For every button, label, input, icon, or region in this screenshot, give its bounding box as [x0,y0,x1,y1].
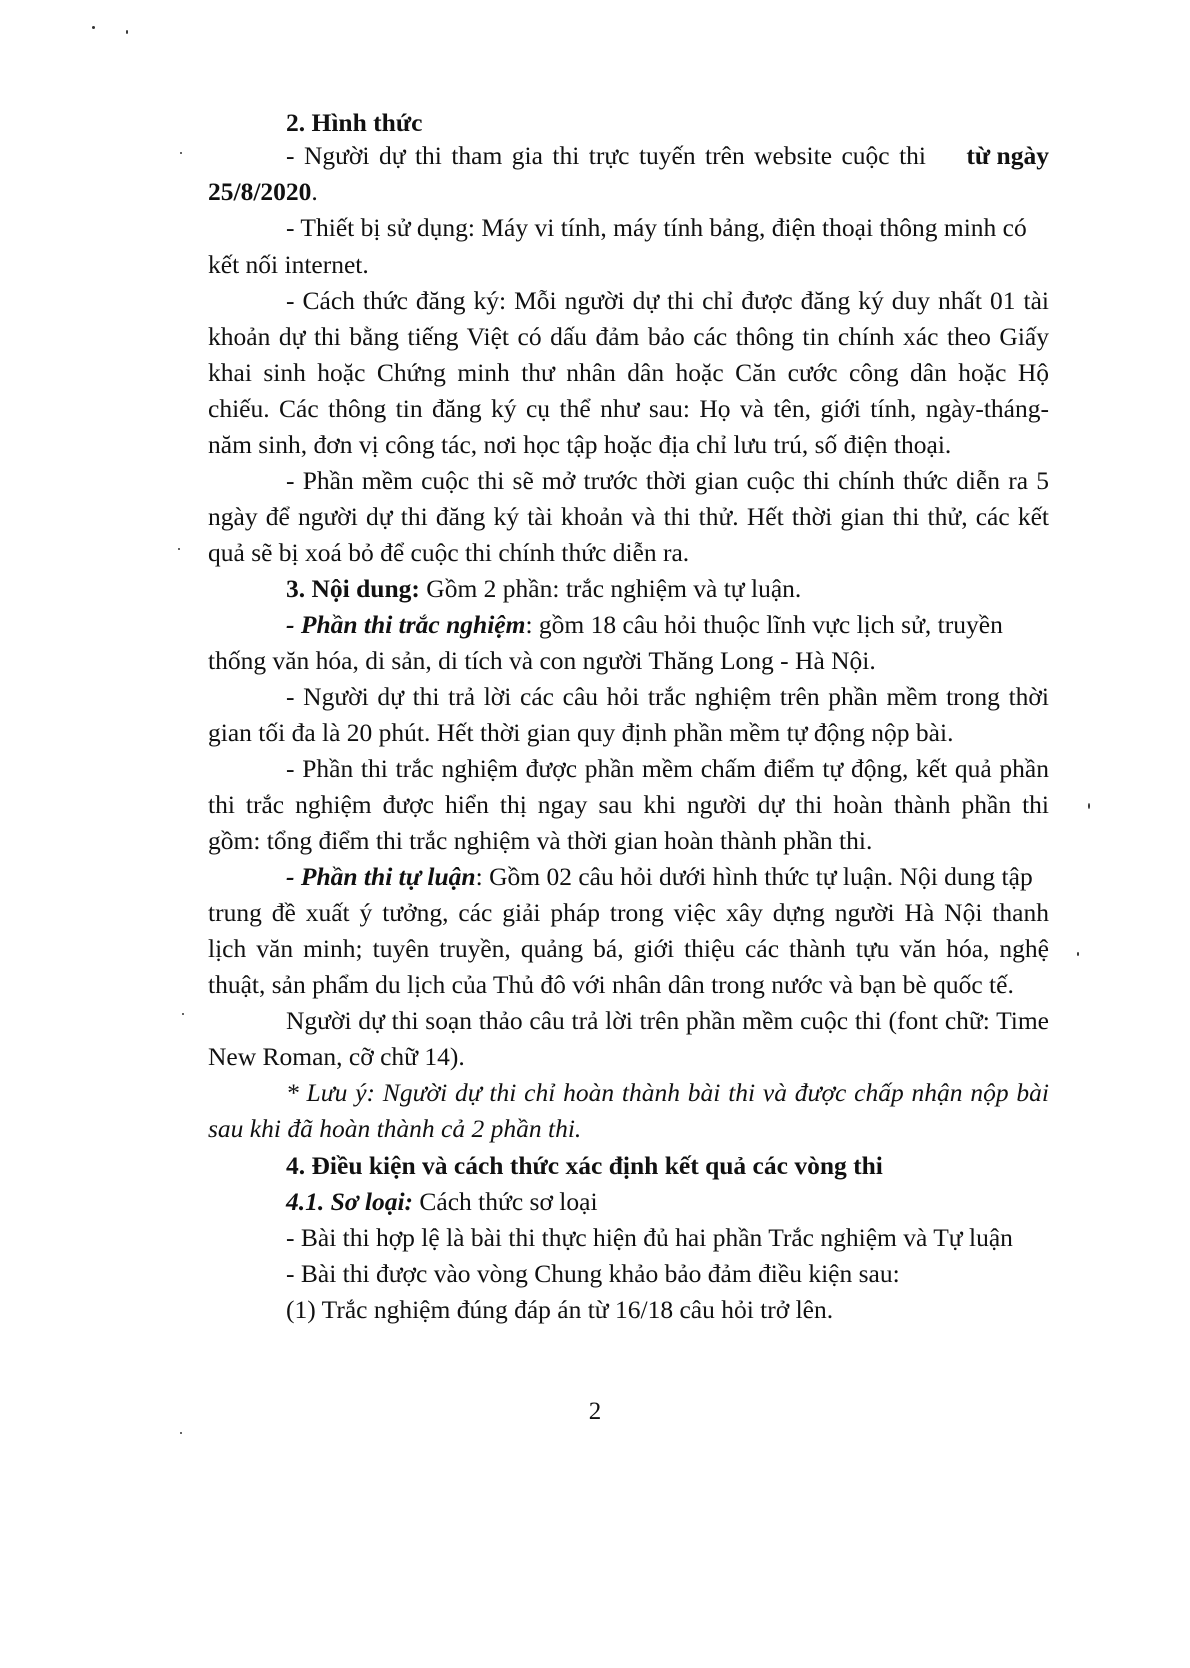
subsection-label: - Phần thi trắc nghiệm [286,610,526,639]
section-2-heading: 2. Hình thức [286,108,423,137]
text-run: Cách thức sơ loại [413,1187,598,1216]
paragraph-line: kết nối internet. [208,250,369,279]
section-4-heading: 4. Điều kiện và cách thức xác định kết quả các vòng thi [286,1151,883,1180]
scan-speck [180,152,182,154]
paragraph-line: ngày để người dự thi đăng ký tài khoản và thi thử. Hết thời gian thi thử, các kết [208,502,1049,531]
paragraph-line [286,609,1049,641]
paragraph-line: gồm: tổng điểm thi trắc nghiệm và thời gian hoàn thành phần thi. [208,826,873,855]
paragraph-line: năm sinh, đơn vị công tác, nơi học tập hoặc địa chỉ lưu trú, số điện thoại. [208,430,952,459]
paragraph-line: - Người dự thi trả lời các câu hỏi trắc nghiệm trên phần mềm trong thời [286,682,1049,711]
paragraph-line: - Cách thức đăng ký: Mỗi người dự thi chỉ được đăng ký duy nhất 01 tài [286,286,1049,315]
page-number: 2 [588,1398,602,1425]
paragraph-line: thống văn hóa, di sản, di tích và con người Thăng Long - Hà Nội. [208,646,876,675]
subsection-4-1-heading [286,1186,598,1218]
note-line: * Lưu ý: Người dự thi chỉ hoàn thành bài thi và được chấp nhận nộp bài [286,1078,1049,1107]
note-line: sau khi đã hoàn thành cả 2 phần thi. [208,1114,582,1143]
subsection-label: 4.1. Sơ loại: [286,1187,414,1216]
scan-speck [92,26,95,29]
paragraph-line: trung đề xuất ý tưởng, các giải pháp trong việc xây dựng người Hà Nội thanh [208,898,1049,927]
paragraph-line: khai sinh hoặc Chứng minh thư nhân dân hoặc Căn cước công dân hoặc Hộ [208,358,1049,387]
scan-speck [182,1013,184,1015]
text-run: - Người dự thi tham gia thi trực tuyến trên website cuộc thi [286,141,926,170]
paragraph-line: New Roman, cỡ chữ 14). [208,1042,465,1071]
paragraph-line: - Phần thi trắc nghiệm được phần mềm chấm điểm tự động, kết quả phần [286,754,1049,783]
scan-speck [1088,803,1090,809]
paragraph-line: gian tối đa là 20 phút. Hết thời gian quy định phần mềm tự động nộp bài. [208,718,954,747]
paragraph-line: chiếu. Các thông tin đăng ký cụ thể như sau: Họ và tên, giới tính, ngày-tháng- [208,394,1049,423]
paragraph-line: thuật, sản phẩm du lịch của Thủ đô với nhân dân trong nước và bạn bè quốc tế. [208,970,1014,999]
section-3-heading [286,573,801,605]
paragraph-line [208,176,318,208]
subsection-label: - Phần thi tự luận [286,862,476,891]
text-run: Gồm 2 phần: trắc nghiệm và tự luận. [419,574,802,603]
text-run: : Gồm 02 câu hỏi dưới hình thức tự luận. Nội dung tập [475,862,1033,891]
paragraph-line: - Bài thi hợp lệ là bài thi thực hiện đủ hai phần Trắc nghiệm và Tự luận [286,1223,1013,1252]
scan-speck [126,30,128,34]
paragraph-line: Người dự thi soạn thảo câu trả lời trên phần mềm cuộc thi (font chữ: Time [286,1006,1049,1035]
paragraph-line [286,140,1049,172]
paragraph-line: - Phần mềm cuộc thi sẽ mở trước thời gian cuộc thi chính thức diễn ra 5 [286,466,1049,495]
text-run: . [311,177,318,206]
text-run: : gồm 18 câu hỏi thuộc lĩnh vực lịch sử, truyền [525,610,1003,639]
date-text: 25/8/2020 [208,177,312,206]
paragraph-line: - Thiết bị sử dụng: Máy vi tính, máy tính bảng, điện thoại thông minh có [286,213,1027,242]
paragraph-line: thi trắc nghiệm được hiển thị ngay sau khi người dự thi hoàn thành phần thi [208,790,1049,819]
paragraph-line: quả sẽ bị xoá bỏ để cuộc thi chính thức diễn ra. [208,538,690,567]
heading-label: 3. Nội dung: [286,574,420,603]
scan-speck [178,548,180,550]
paragraph-line: lịch văn minh; tuyên truyền, quảng bá, giới thiệu các thành tựu văn hóa, nghệ [208,934,1049,963]
paragraph-line: khoản dự thi bằng tiếng Việt có dấu đảm bảo các thông tin chính xác theo Giấy [208,322,1049,351]
scan-speck [1077,952,1079,956]
paragraph-line [286,861,1049,893]
bold-text-run: từ ngày [966,141,1049,170]
scan-speck [180,1432,182,1434]
paragraph-line: (1) Trắc nghiệm đúng đáp án từ 16/18 câu hỏi trở lên. [286,1295,834,1324]
paragraph-line: - Bài thi được vào vòng Chung khảo bảo đảm điều kiện sau: [286,1259,900,1288]
